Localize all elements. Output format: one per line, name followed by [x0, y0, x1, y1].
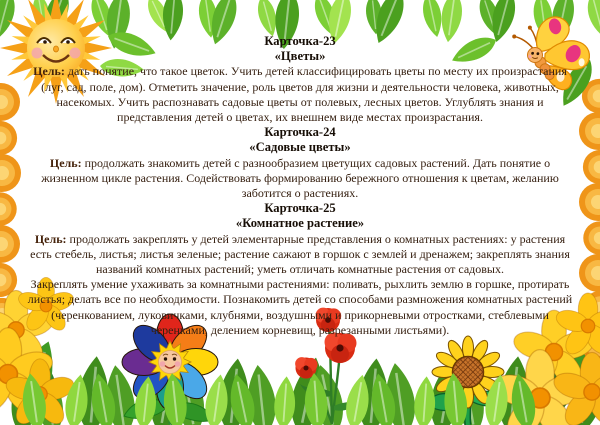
card-subtitle: «Садовые цветы» — [249, 140, 351, 155]
goal-text: продолжать закреплять у детей элементарные представления о комнатных растениях: у растения есть стебель, листья; листья зеленые; растение сажают в горшок с землей и дренажем; закреплять знания названий комнатных растений; уметь отличать комнатные растения от садовых. — [30, 231, 570, 277]
goal-text: продолжать знакомить детей с разнообразием цветущих садовых растений. Дать понятие о жизненном цикле растения. Содействовать формированию бережного отношения к цветам, желанию заботится о растениях. — [41, 155, 559, 201]
card-title: Карточка-25 — [264, 201, 336, 216]
card-goal-paragraph — [27, 64, 573, 125]
goal-label: Цель: — [33, 64, 65, 79]
card-extra-paragraph: Закреплять умение ухаживать за комнатными растениями: поливать, рыхлить землю в горшке, протирать листья; делать все по необходимости. Познакомить детей со способами размножения комнатных растений (черенкованием, луковичками, клубнями, воздушными и прикорневыми отростками, стеблевыми черенками, делением корневищ, разрезанными листьями). — [27, 277, 573, 337]
card-24 — [27, 125, 573, 201]
goal-label: Цель: — [34, 231, 67, 246]
card-title: Карточка-24 — [264, 125, 336, 140]
card-25 — [27, 201, 573, 338]
card-subtitle: «Комнатное растение» — [235, 216, 365, 231]
goal-label: Цель: — [49, 155, 82, 170]
card-subtitle: «Цветы» — [274, 49, 326, 64]
card-goal-paragraph — [27, 156, 573, 202]
card-text-content — [27, 34, 573, 338]
card-goal-paragraph — [27, 232, 573, 278]
card-23 — [27, 34, 573, 125]
goal-text: дать понятие, что такое цветок. Учить детей классифицировать цветы по месту их произрастания (луг, сад, поле, дом). Отметить значение, роль цветов для жизни и деятельности человека, животных, насекомых. Учить распознавать садовые цветы от полевых, лесных цветов. Углублять знания и представления детей о цветах, их внешнем виде местах произрастания. — [41, 64, 567, 125]
card-title: Карточка-23 — [264, 34, 336, 48]
